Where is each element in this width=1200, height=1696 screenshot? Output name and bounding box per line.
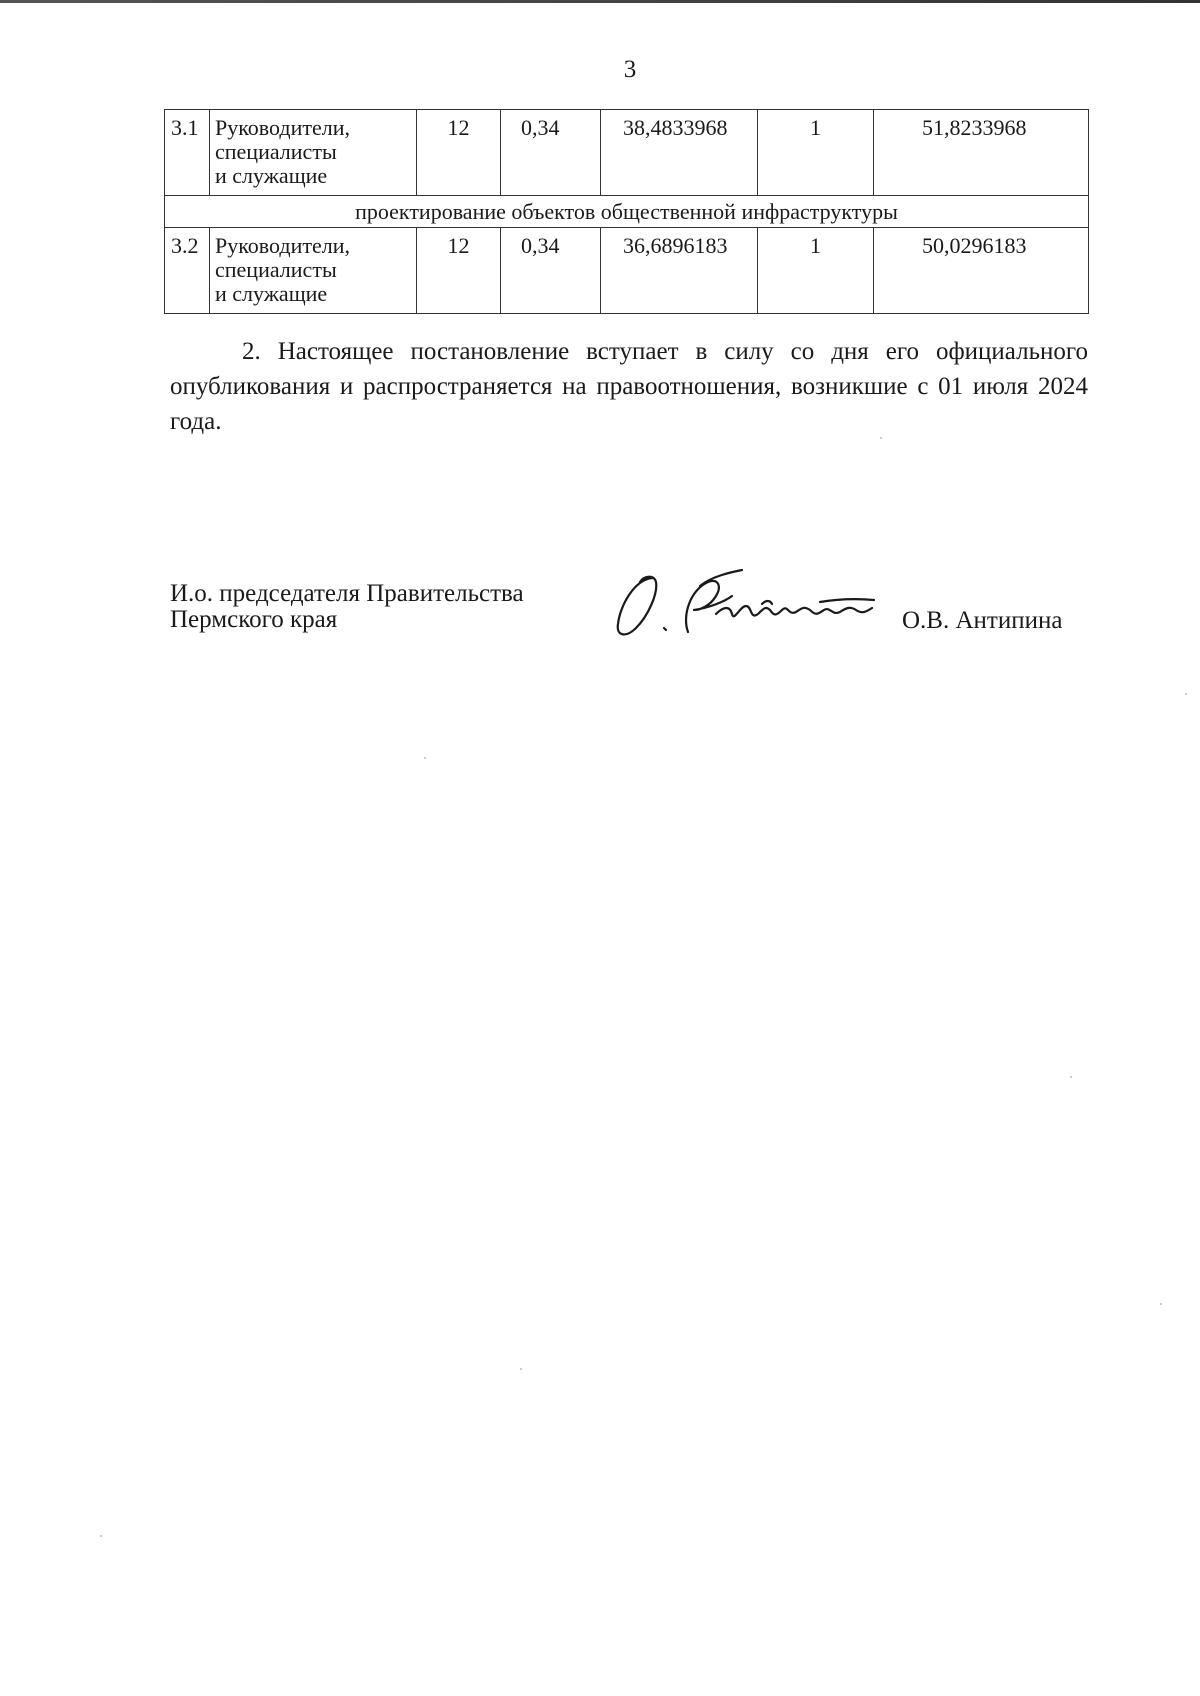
section-heading: проектирование объектов общественной инфраструктуры [165, 196, 1089, 228]
signatory-position [170, 581, 524, 633]
scan-speck [880, 437, 882, 439]
position-line: И.о. председателя Правительства [170, 580, 524, 607]
decree-paragraph [170, 334, 1088, 439]
category-line: и служащие [215, 163, 328, 188]
row-factor: 1 [758, 228, 874, 314]
row-category [210, 110, 417, 196]
row-number: 3.1 [165, 110, 210, 196]
paragraph-text: 2. Настоящее постановление вступает в силу со дня его официального опубликования и распространяется на правоотношения, возникшие с 01 июля 2024 года. [170, 338, 1088, 435]
position-line: Пермского края [170, 606, 338, 633]
row-months: 12 [417, 110, 501, 196]
table-row [165, 228, 1089, 314]
handwritten-signature [612, 566, 942, 642]
scan-speck [520, 1368, 522, 1370]
category-line: специалисты [215, 139, 337, 164]
row-value: 38,4833968 [601, 110, 758, 196]
scan-speck [424, 757, 426, 759]
row-result: 51,8233968 [874, 110, 1089, 196]
row-coefficient: 0,34 [501, 228, 601, 314]
row-factor: 1 [758, 110, 874, 196]
table-section-row [165, 196, 1089, 228]
category-line: специалисты [215, 257, 337, 282]
rates-table [164, 109, 1089, 314]
row-category [210, 228, 417, 314]
category-line: Руководители, [215, 115, 351, 140]
row-coefficient: 0,34 [501, 110, 601, 196]
scan-top-edge [0, 0, 1200, 3]
category-line: Руководители, [215, 233, 351, 258]
row-value: 36,6896183 [601, 228, 758, 314]
page-number: 3 [623, 56, 637, 83]
row-number: 3.2 [165, 228, 210, 314]
table-row [165, 110, 1089, 196]
scan-speck [1185, 693, 1187, 695]
category-line: и служащие [215, 281, 328, 306]
row-months: 12 [417, 228, 501, 314]
scan-speck [1070, 1076, 1072, 1078]
scan-speck [1160, 1303, 1162, 1305]
signatory-name: О.В. Антипина [902, 607, 1063, 634]
row-result: 50,0296183 [874, 228, 1089, 314]
scan-speck [100, 1535, 102, 1537]
